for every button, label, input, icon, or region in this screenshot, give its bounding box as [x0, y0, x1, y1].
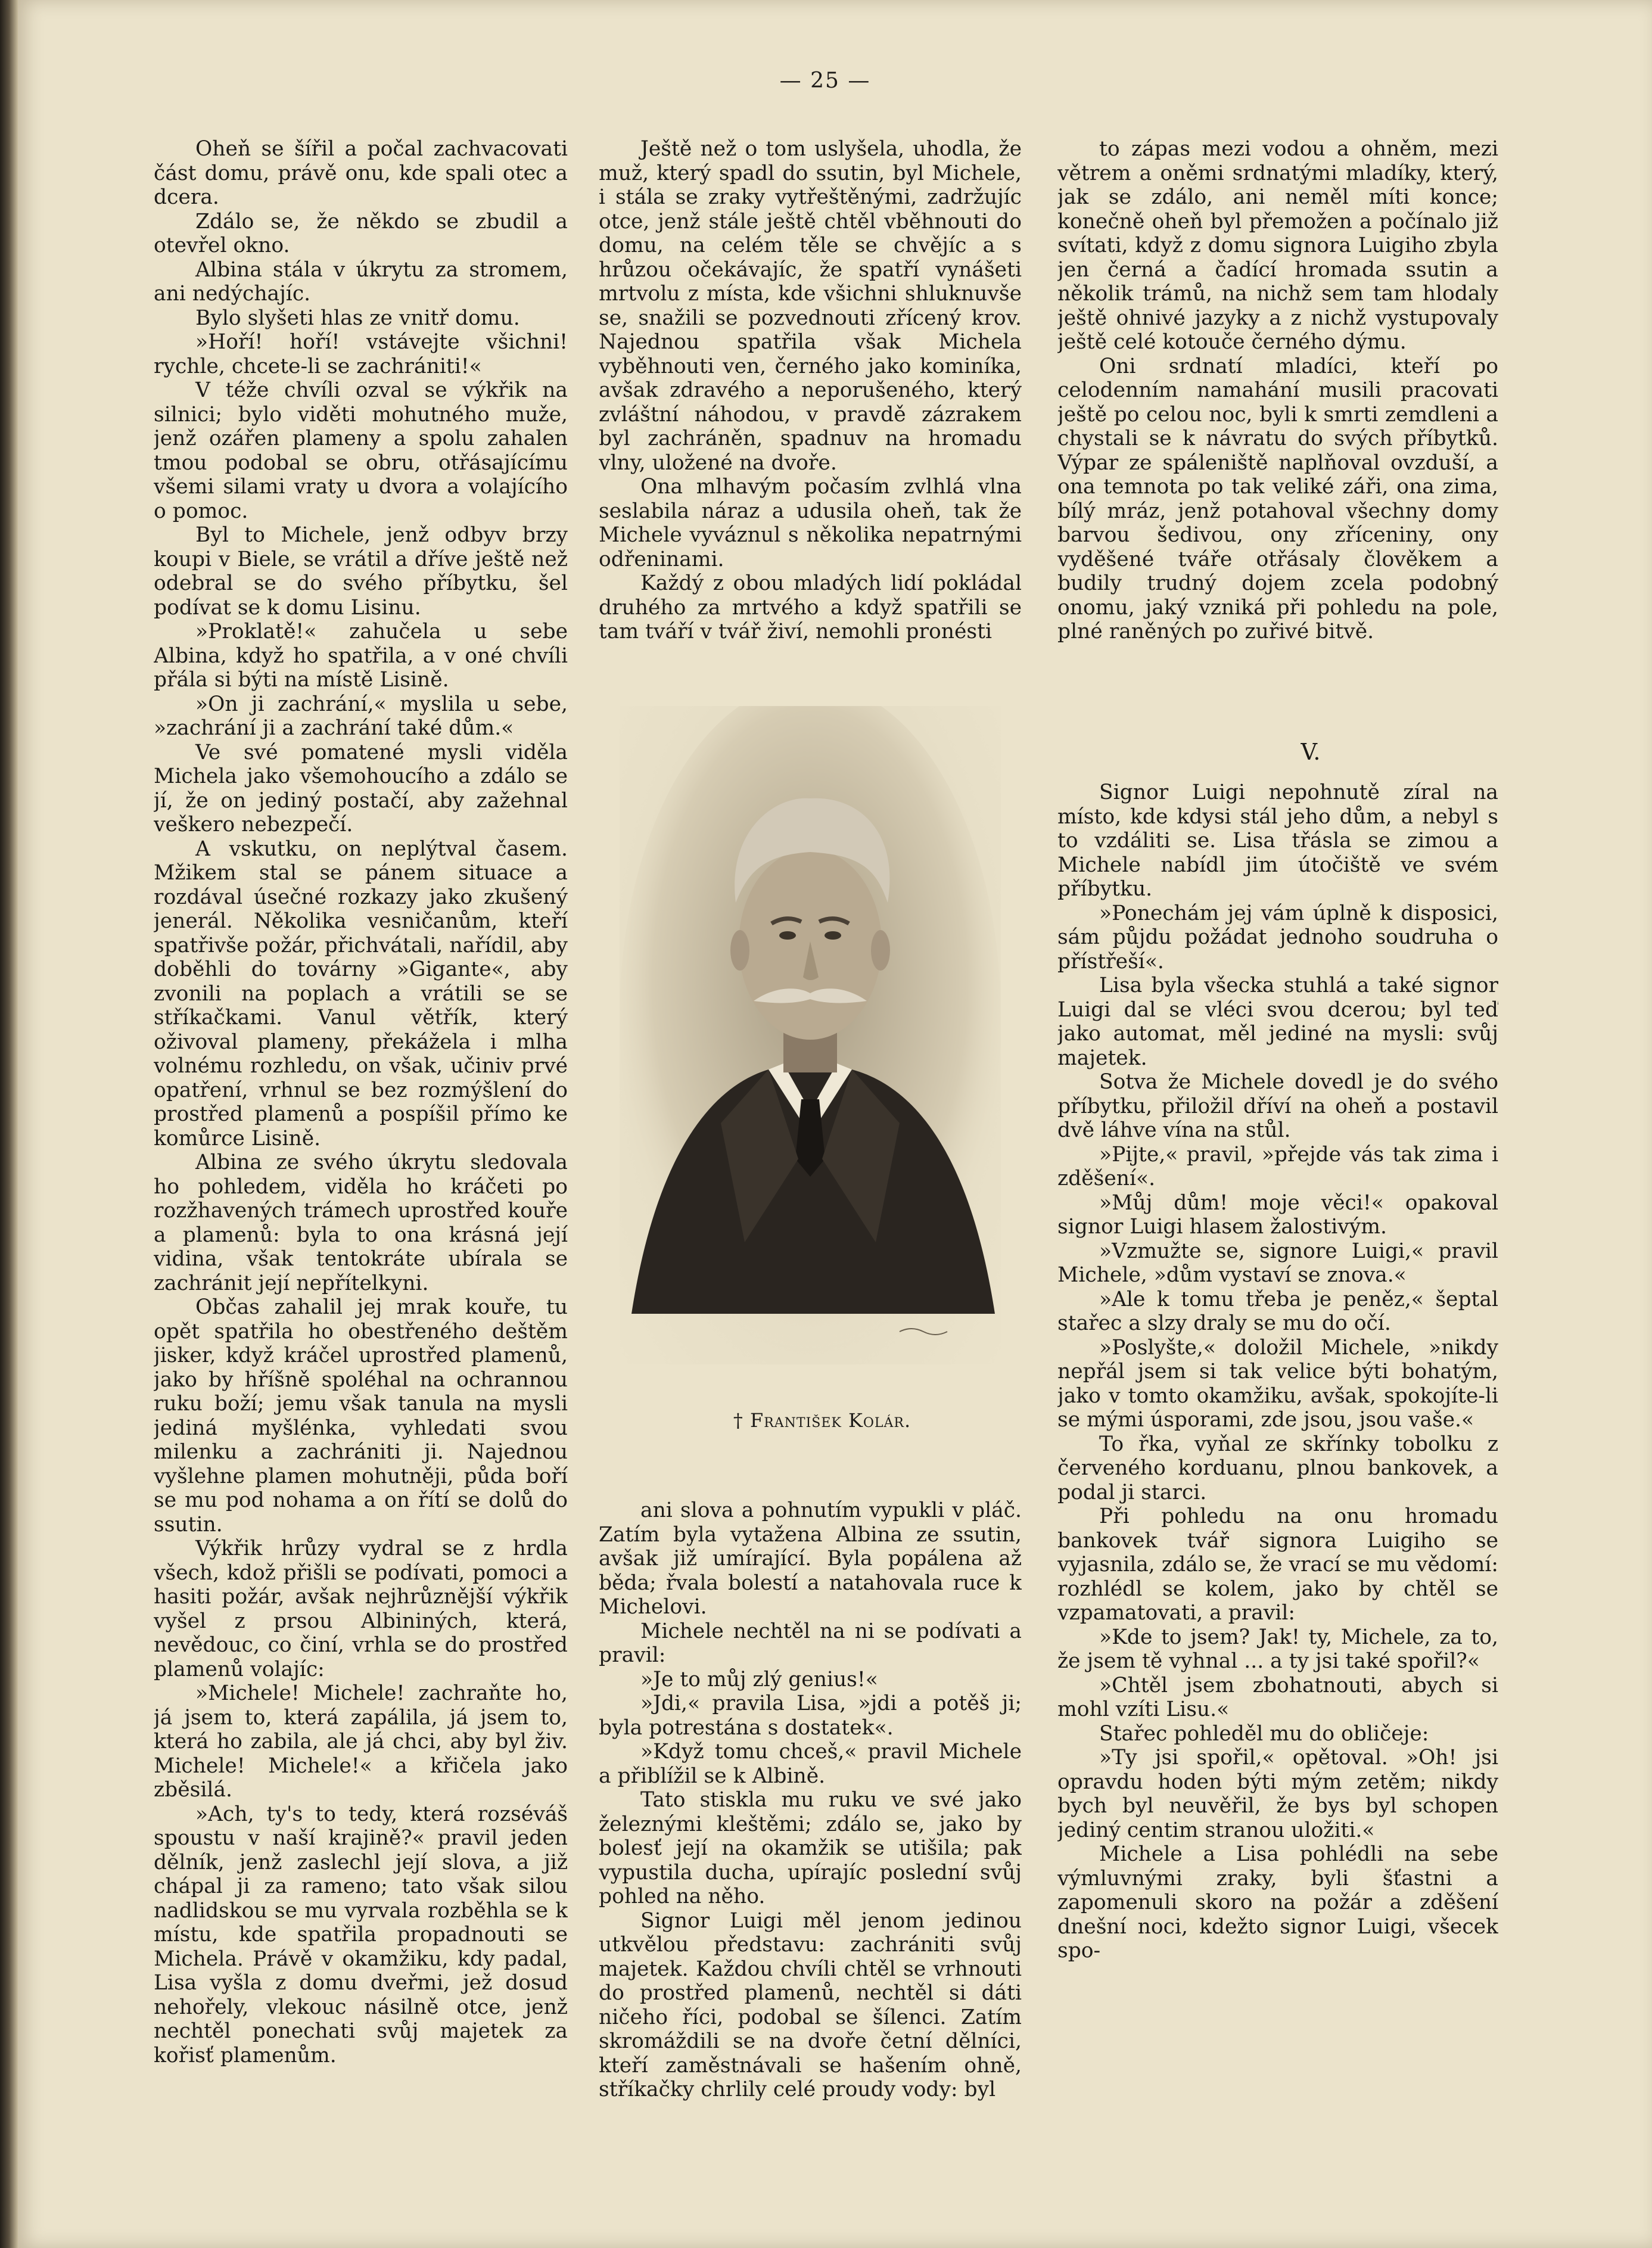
- column-right-bottom: [1057, 781, 1498, 2121]
- paragraph: »Chtěl jsem zbohatnouti, abych si mohl vzíti Lisu.«: [1057, 1673, 1498, 1721]
- paragraph: »Poslyšte,« doložil Michele, »nikdy nepřál jsem si tak velice býti bohatým, jako v tomto okamžiku, avšak, spokojíte-li se mými úsporami, zde jsou, jsou vaše.«: [1057, 1335, 1498, 1432]
- paragraph: Stařec pohleděl mu do obličeje:: [1099, 1721, 1429, 1746]
- paragraph: to zápas mezi vodou a ohněm, mezi větrem a oněmi srdnatými mladíky, který, jak se zdálo, ani neměl míti konce; konečně oheň byl přemožen a počínalo již svítati, když z domu signora Luigiho zbyla jen černá a čadící hromada ssutin a několik trámů, na nichž sem tam hlodaly ještě ohnivé jazyky a z nichž vystupovaly ještě celé kotouče černého dýmu.: [1057, 137, 1498, 354]
- portrait-image: [620, 706, 1001, 1364]
- paragraph: A vskutku, on neplýtval časem. Mžikem stal se pánem situace a rozdával úsečné rozkazy jako zkušený jenerál. Několika vesničanům, kteří spatřivše požár, přichvátali, nařídil, aby doběhli do továrny »Gigante«, aby zvonili na poplach a vrátili se se stříkačkami. Vanul větřík, který oživoval plameny, překážela i mlha volnému rozhledu, on však, učiniv prvé opatření, vrhnul se bez rozmýšlení do prostřed plamenů a pospíšil přímo ke komůrce Lisině.: [154, 837, 568, 1151]
- paragraph: Výkřik hrůzy vydral se z hrdla všech, kdož přišli se podívati, pomoci a hasiti požár, avšak nejhrůznější výkřik vyšel z prsou Albininých, která, nevědouc, co činí, vrhla se do prostřed plamenů volajíc:: [154, 1537, 568, 1681]
- paragraph: Oni srdnatí mladíci, kteří po celodenním namahání musili pracovati ještě po celou noc, byli k smrti zemdleni a chystali se k návratu do svých příbytků. Výpar ze spáleniště naplňoval ovzduší, a ona temnota po tak veliké záři, ona zima, bílý mráz, jenž potahoval všechny domy barvou šedivou, ony zříceniny, ony vyděšené tváře otřásaly člověkem a budily trudný dojem zcela podobný onomu, jaký vzniká při pohledu na pole, plné raněných po zuřivé bitvě.: [1057, 354, 1498, 643]
- paragraph: »Ponechám jej vám úplně k disposici, sám půjdu požádat jednoho soudruha o přístřeší«.: [1057, 901, 1498, 974]
- paragraph: »Když tomu chceš,« pravil Michele a přiblížil se k Albině.: [599, 1740, 1022, 1788]
- paragraph: »Vzmužte se, signore Luigi,« pravil Michele, »dům vystaví se znova.«: [1057, 1239, 1498, 1287]
- column-right-top: [1057, 137, 1498, 703]
- paragraph: »Je to můj zlý genius!«: [640, 1667, 878, 1692]
- paragraph: Občas zahalil jej mrak kouře, tu opět spatřila ho obestřeného deštěm jisker, když kráčel uprostřed plamenů, jako by hříšně spoléhal na ochrannou ruku boží; jemu však tanula na mysli jediná myšlénka, vyhledati svou milenku a zachrániti ji. Najednou vyšlehne plamen mohutněji, půda boří se mu pod nohama a on řítí se dolů do ssutin.: [154, 1295, 568, 1537]
- paragraph: »Můj dům! moje věci!« opakoval signor Luigi hlasem žalostivým.: [1057, 1190, 1498, 1239]
- paragraph: Signor Luigi měl jenom jedinou utkvělou představu: zachrániti svůj majetek. Každou chvíli chtěl se vrhnouti do prostřed plamenů, nechtěl si dáti ničeho říci, podobal se šílenci. Zatím skromáždili se na dvoře četní dělníci, kteří zaměstnávali se hašením ohně, stříkačky chrlily celé proudy vody: byl: [599, 1908, 1022, 2101]
- paragraph: »On ji zachrání,« myslila u sebe, »zachrání ji a zachrání také dům.«: [154, 692, 568, 740]
- paragraph: Každý z obou mladých lidí pokládal druhého za mrtvého a když spatřili se tam tváří v tvář živí, nemohli pronésti: [599, 571, 1022, 643]
- paragraph: Byl to Michele, jenž odbyv brzy koupi v Biele, se vrátil a dříve ještě než odebral se do svého příbytku, šel podívat se k domu Lisinu.: [154, 523, 568, 620]
- paragraph: V téže chvíli ozval se výkřik na silnici; bylo viděti mohutného muže, jenž ozářen plameny a spolu zahalen tmou podobal se obru, otřásajícímu všemi silami vraty u dvora a volajícího o pomoc.: [154, 378, 568, 523]
- paragraph: Albina stála v úkrytu za stromem, ani nedýchajíc.: [154, 257, 568, 306]
- column-middle-bottom: [599, 1498, 1022, 2121]
- paragraph: »Pijte,« pravil, »přejde vás tak zima i zděšení«.: [1057, 1142, 1498, 1190]
- paragraph: Albina ze svého úkrytu sledovala ho pohledem, viděla ho kráčeti po rozžhavených trámech uprostřed kouře a plamenů: byla to ona krásná její vidina, však tentokráte ubírala se zachránit její nepřítelkyni.: [154, 1151, 568, 1295]
- paragraph: »Ty jsi spořil,« opětoval. »Oh! jsi opravdu hoden býti mým zetěm; nikdy bych byl neuvěřil, že bys byl schopen jediný centim stranou uložiti.«: [1057, 1746, 1498, 1842]
- paragraph: Ještě než o tom uslyšela, uhodla, že muž, který spadl do ssutin, byl Michele, i stála se zraky vytřeštěnými, zadržujíc otce, jenž stále ještě chtěl vběhnouti do domu, na celém těle se chvějíc a s hrůzou očekávajíc, že spatří vynášeti mrtvolu z místa, kde všichni shluknuvše se, snažili se pozvednouti zřícený krov. Najednou spatřila však Michela vyběhnouti ven, černého jako kominíka, avšak zdravého a neporušeného, který zvláštní náhodou, v pravdě zázrakem byl zachráněn, spadnuv na hromadu vlny, uložené na dvoře.: [599, 137, 1022, 475]
- page-number: — 25 —: [779, 69, 871, 93]
- paragraph: Bylo slyšeti hlas ze vnitř domu.: [195, 306, 520, 330]
- paragraph: »Ale k tomu třeba je peněz,« šeptal stařec a slzy draly se mu do očí.: [1057, 1287, 1498, 1335]
- binding-gutter: [0, 0, 18, 2248]
- paragraph: Ve své pomatené mysli viděla Michela jako všemohoucího a zdálo se jí, že on jediný postačí, aby zažehnal veškero nebezpečí.: [154, 740, 568, 837]
- paragraph: Tato stiskla mu ruku ve své jako železnými kleštěmi; zdálo se, jako by bolesť její na okamžik se utišila; pak vypustila ducha, upírajíc poslední svůj pohled na něho.: [599, 1788, 1022, 1908]
- paragraph: To řka, vyňal ze skřínky tobolku z červeného korduanu, plnou bankovek, a podal ji starci.: [1057, 1432, 1498, 1504]
- paragraph: Sotva že Michele dovedl je do svého příbytku, přiložil dříví na oheň a postavil dvě láhve vína na stůl.: [1057, 1070, 1498, 1142]
- paragraph: »Michele! Michele! zachraňte ho, já jsem to, která zapálila, já jsem to, která ho zabila, ale já chci, aby byl živ. Michele! Michele!« a křičela jako zběsilá.: [154, 1681, 568, 1802]
- paragraph: Ona mlhavým počasím zvlhlá vlna seslabila náraz a udusila oheň, tak že Michele vyváznul s několika nepatrnými odřeninami.: [599, 475, 1022, 571]
- column-middle-top: [599, 137, 1022, 673]
- column-left: [154, 137, 568, 2121]
- paragraph: Lisa byla všecka stuhlá a také signor Luigi dal se vléci svou dcerou; byl teď jako automat, měl jediné na mysli: svůj majetek.: [1057, 974, 1498, 1070]
- paragraph: Michele nechtěl na ni se podívati a pravil:: [599, 1619, 1022, 1667]
- paragraph: »Ach, ty's to tedy, která rozséváš spoustu v naší krajině?« pravil jeden dělník, jenž zaslechl její slova, a již chápal ji za rameno; tato však silou nadlidskou se mu vyrvala rozběhla se k místu, kde spatřila propadnouti se Michela. Právě v okamžiku, kdy padal, Lisa vyšla z domu dveřmi, jež dosud nehořely, vlekouc násilně otce, jenž nechtěl ponechati svůj majetek za kořisť plamenům.: [154, 1802, 568, 2067]
- paragraph: Signor Luigi nepohnutě zíral na místo, kde kdysi stál jeho dům, a nebyl s to vzdáliti se. Lisa třásla se zimou a Michele nabídl jim útočiště ve svém příbytku.: [1057, 781, 1498, 901]
- paragraph: »Jdi,« pravila Lisa, »jdi a potěš ji; byla potrestána s dostatek«.: [599, 1692, 1022, 1740]
- paragraph: Michele a Lisa pohlédli na sebe výmluvnými zraky, byli šťastni a zapomenuli skoro na požár a zděšení dnešní noci, kdežto signor Luigi, všecek spo-: [1057, 1842, 1498, 1963]
- paragraph: »Proklatě!« zahučela u sebe Albina, když ho spatřila, a v oné chvíli přála si býti na místě Lisině.: [154, 620, 568, 692]
- portrait-caption: † František Kolár.: [733, 1409, 911, 1432]
- paragraph: »Kde to jsem? Jak! ty, Michele, za to, že jsem tě vyhnal ... a ty jsi také spořil?«: [1057, 1625, 1498, 1673]
- paragraph: Oheň se šířil a počal zachvacovati část domu, právě onu, kde spali otec a dcera.: [154, 137, 568, 209]
- paragraph: »Hoří! hoří! vstávejte všichni! rychle, chcete-li se zachrániti!«: [154, 330, 568, 378]
- paragraph: Zdálo se, že někdo se zbudil a otevřel okno.: [154, 209, 568, 257]
- paragraph: Při pohledu na onu hromadu bankovek tvář signora Luigiho se vyjasnila, zdálo se, že vrací se mu vědomí: rozhlédl se kolem, jako by chtěl se vzpamatovati, a pravil:: [1057, 1504, 1498, 1625]
- paragraph: ani slova a pohnutím vypukli v pláč. Zatím byla vytažena Albina ze ssutin, avšak již umírající. Byla popálena až běda; řvala bolestí a natahovala ruce k Michelovi.: [599, 1498, 1022, 1619]
- section-heading: V.: [1301, 739, 1321, 765]
